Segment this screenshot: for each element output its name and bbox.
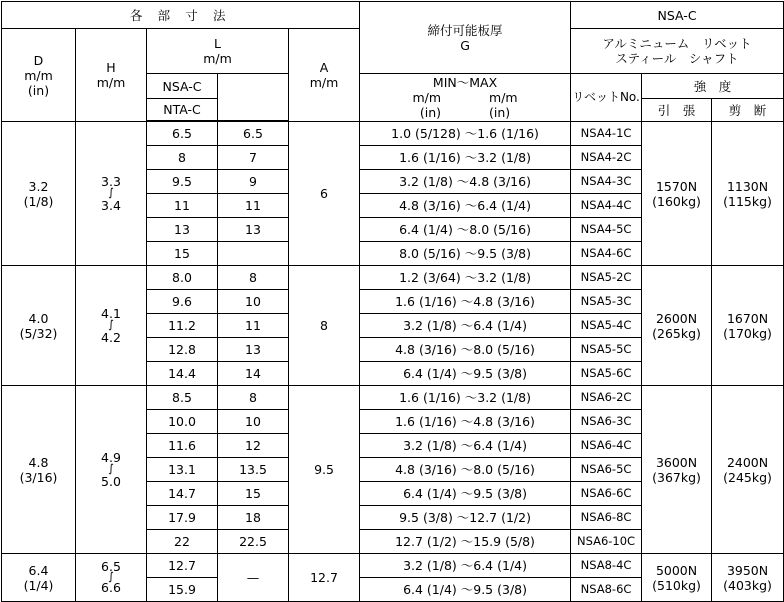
rivet-number: NSA6-3C <box>571 410 642 434</box>
a-header: A m/m <box>289 29 360 122</box>
l-nst-value: 9 <box>218 170 289 194</box>
grip-range: 12.7 (1/2) 〜15.9 (5/8) <box>360 530 571 554</box>
grip-range: 6.4 (1/4) 〜9.5 (3/8) <box>360 482 571 506</box>
rivet-number: NSA4-1C <box>571 122 642 146</box>
l-nst-value: 8 <box>218 266 289 290</box>
l-nsa-value: 14.7 <box>147 482 218 506</box>
l-nsa-value: 8.5 <box>147 386 218 410</box>
d-value: 3.2 (1/8) <box>2 122 76 266</box>
l-sub-nsa-header: NSA-C <box>147 74 218 99</box>
grip-range: 6.4 (1/4) 〜9.5 (3/8) <box>360 578 571 602</box>
rivet-number: NSA6-8C <box>571 506 642 530</box>
strength-header: 強 度 <box>642 74 784 99</box>
l-sub-nta-header: NTA-C <box>147 99 218 121</box>
l-nst-value: 7 <box>218 146 289 170</box>
d-value: 6.4 (1/4) <box>2 554 76 602</box>
product-title-header: NSA-C <box>571 2 784 29</box>
h-header: H m/m <box>76 29 147 122</box>
grip-range: 1.6 (1/16) 〜3.2 (1/8) <box>360 386 571 410</box>
shear-header: 剪 断 <box>712 99 784 122</box>
l-nst-value <box>218 242 289 266</box>
tensile-value: 1570N (160kg) <box>642 122 712 266</box>
grip-unit-mm-1: m/m <box>412 90 442 105</box>
grip-range: 4.8 (3/16) 〜6.4 (1/4) <box>360 194 571 218</box>
h-value: 4.1 ∫ 4.2 <box>76 266 147 386</box>
rivet-number: NSA8-6C <box>571 578 642 602</box>
l-nsa-value: 11.2 <box>147 314 218 338</box>
a-value: 12.7 <box>289 554 360 602</box>
a-value: 6 <box>289 122 360 266</box>
grip-range: 6.4 (1/4) 〜9.5 (3/8) <box>360 362 571 386</box>
table-row <box>2 266 784 290</box>
grip-range: 1.0 (5/128) 〜1.6 (1/16) <box>360 122 571 146</box>
grip-range: 9.5 (3/8) 〜12.7 (1/2) <box>360 506 571 530</box>
l-nsa-value: 17.9 <box>147 506 218 530</box>
rivet-number: NSA6-2C <box>571 386 642 410</box>
rivet-number: NSA4-6C <box>571 242 642 266</box>
rivet-number: NSA6-6C <box>571 482 642 506</box>
grip-range: 1.6 (1/16) 〜3.2 (1/8) <box>360 146 571 170</box>
rivet-spec-table <box>1 1 784 602</box>
grip-unit-in-2: (in) <box>489 105 511 120</box>
rivet-no-header: リベットNo. <box>571 74 642 122</box>
l-header: L m/m <box>147 29 289 74</box>
l-nsa-value: 11.6 <box>147 434 218 458</box>
rivet-number: NSA6-5C <box>571 458 642 482</box>
rivet-number: NSA5-6C <box>571 362 642 386</box>
h-value: 4.9 ∫ 5.0 <box>76 386 147 554</box>
shear-value: 3950N (403kg) <box>712 554 784 602</box>
l-nst-value: 11 <box>218 194 289 218</box>
l-nst-value: 13 <box>218 218 289 242</box>
table-row <box>2 554 784 578</box>
l-nst-value: 11 <box>218 314 289 338</box>
l-nsa-value: 14.4 <box>147 362 218 386</box>
l-nsa-value: 15.9 <box>147 578 218 602</box>
l-nsa-value: 22 <box>147 530 218 554</box>
a-value: 8 <box>289 266 360 386</box>
l-nsa-value: 13 <box>147 218 218 242</box>
grip-range: 1.6 (1/16) 〜4.8 (3/16) <box>360 410 571 434</box>
l-nsa-value: 9.5 <box>147 170 218 194</box>
rivet-number: NSA4-4C <box>571 194 642 218</box>
grip-range: 3.2 (1/8) 〜6.4 (1/4) <box>360 434 571 458</box>
rivet-number: NSA5-2C <box>571 266 642 290</box>
d-header: D m/m (in) <box>2 29 76 122</box>
grip-range: 4.8 (3/16) 〜8.0 (5/16) <box>360 338 571 362</box>
l-nst-value: 8 <box>218 386 289 410</box>
l-nsa-value: 11 <box>147 194 218 218</box>
l-sub-nst-spacer <box>218 74 289 121</box>
l-nsa-value: 13.1 <box>147 458 218 482</box>
grip-title-header: 締付可能板厚 G <box>360 2 571 74</box>
rivet-number: NSA5-4C <box>571 314 642 338</box>
l-nsa-value: 6.5 <box>147 122 218 146</box>
rivet-number: NSA8-4C <box>571 554 642 578</box>
l-nst-value: 6.5 <box>218 122 289 146</box>
grip-range: 4.8 (3/16) 〜8.0 (5/16) <box>360 458 571 482</box>
table-row <box>2 386 784 410</box>
table-row <box>2 122 784 146</box>
l-nsa-value: 15 <box>147 242 218 266</box>
grip-minmax-header: MIN〜MAX m/m m/m (in) (in) <box>360 74 571 122</box>
l-nsa-value: 12.8 <box>147 338 218 362</box>
rivet-number: NSA6-10C <box>571 530 642 554</box>
rivet-number: NSA4-2C <box>571 146 642 170</box>
d-value: 4.0 (5/32) <box>2 266 76 386</box>
tensile-header: 引 張 <box>642 99 712 122</box>
grip-range: 6.4 (1/4) 〜8.0 (5/16) <box>360 218 571 242</box>
grip-unit-in-1: (in) <box>419 105 442 120</box>
grip-range: 1.6 (1/16) 〜4.8 (3/16) <box>360 290 571 314</box>
l-nst-value: 12 <box>218 434 289 458</box>
tensile-value: 3600N (367kg) <box>642 386 712 554</box>
l-nsa-value: 8.0 <box>147 266 218 290</box>
grip-range: 3.2 (1/8) 〜6.4 (1/4) <box>360 554 571 578</box>
grip-range: 1.2 (3/64) 〜3.2 (1/8) <box>360 266 571 290</box>
l-nsa-value: 12.7 <box>147 554 218 578</box>
rivet-number: NSA5-5C <box>571 338 642 362</box>
rivet-number: NSA4-5C <box>571 218 642 242</box>
l-nst-value: 10 <box>218 410 289 434</box>
l-nst-value: 13 <box>218 338 289 362</box>
l-nsa-value: 10.0 <box>147 410 218 434</box>
l-nsa-value: 9.6 <box>147 290 218 314</box>
dimensions-group-header: 各 部 寸 法 <box>2 2 360 29</box>
d-value: 4.8 (3/16) <box>2 386 76 554</box>
shear-value: 1670N (170kg) <box>712 266 784 386</box>
grip-range: 8.0 (5/16) 〜9.5 (3/8) <box>360 242 571 266</box>
grip-unit-mm-2: m/m <box>489 90 518 105</box>
l-nsa-value: 8 <box>147 146 218 170</box>
l-nst-value: 13.5 <box>218 458 289 482</box>
h-value: 6.5 ∫ 6.6 <box>76 554 147 602</box>
l-nst-value: 22.5 <box>218 530 289 554</box>
h-value: 3.3 ∫ 3.4 <box>76 122 147 266</box>
grip-range: 3.2 (1/8) 〜6.4 (1/4) <box>360 314 571 338</box>
l-nst-value: — <box>218 554 289 602</box>
tensile-value: 2600N (265kg) <box>642 266 712 386</box>
rivet-number: NSA4-3C <box>571 170 642 194</box>
a-value: 9.5 <box>289 386 360 554</box>
l-nst-value: 14 <box>218 362 289 386</box>
grip-range: 3.2 (1/8) 〜4.8 (3/16) <box>360 170 571 194</box>
shear-value: 2400N (245kg) <box>712 386 784 554</box>
rivet-number: NSA5-3C <box>571 290 642 314</box>
l-nst-value: 10 <box>218 290 289 314</box>
shear-value: 1130N (115kg) <box>712 122 784 266</box>
l-nst-value: 15 <box>218 482 289 506</box>
material-header: アルミニューム リベット スティール シャフト <box>571 29 784 74</box>
rivet-number: NSA6-4C <box>571 434 642 458</box>
tensile-value: 5000N (510kg) <box>642 554 712 602</box>
l-nst-value: 18 <box>218 506 289 530</box>
